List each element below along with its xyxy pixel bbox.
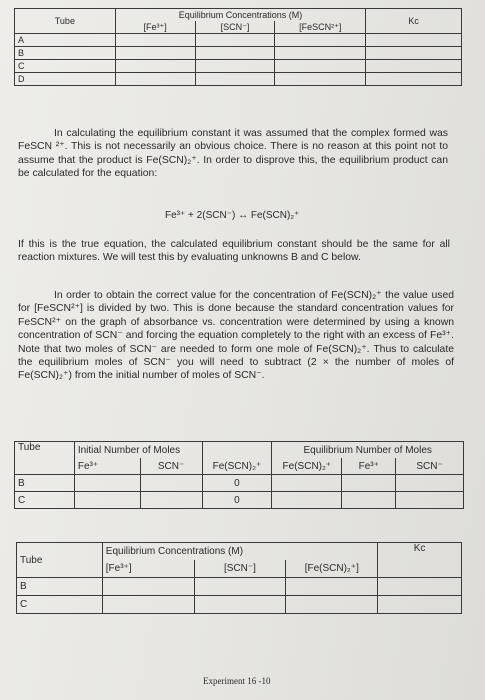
fe-subheader: [Fe³⁺]	[102, 560, 194, 578]
initial-moles-header: Initial Number of Moles	[74, 442, 202, 459]
tube-header: Tube	[15, 442, 75, 475]
paragraph-true-equation: If this is the true equation, the calculated equilibrium constant should be the same for all reaction mixtures. We will test this by evaluating unknowns B and C below.	[18, 239, 450, 264]
eq-scn-subheader: SCN⁻	[396, 458, 464, 475]
page-footer: Experiment 16 -10	[203, 676, 271, 686]
row-label: B	[15, 47, 116, 60]
paragraph-complex-assumption: In calculating the equilibrium constant it was assumed that the complex formed was FeSCN ²⁺. This is not necessarily an obvious choice. There is no reason at this point not to assume that the product is Fe(SCN)₂⁺. In order to disprove this, the equilibrium product can be calculated for the equation:	[18, 128, 448, 180]
init-fescn-subheader: Fe(SCN)₂⁺	[202, 458, 272, 475]
init-fe-subheader: Fe³⁺	[74, 458, 140, 475]
init-fescn-value: 0	[202, 492, 272, 509]
tube-header: Tube	[15, 9, 116, 34]
scn-subheader: [SCN⁻]	[195, 21, 275, 34]
equilibrium-moles-header: Equilibrium Number of Moles	[272, 442, 464, 459]
row-label: B	[17, 578, 103, 596]
equilibrium-concentrations-table-1	[14, 8, 462, 86]
moles-table	[14, 441, 464, 509]
row-label: D	[15, 73, 116, 86]
table-row	[17, 578, 462, 596]
scn-subheader: [SCN⁻]	[194, 560, 286, 578]
kc-header: Kc	[366, 9, 462, 34]
row-label: C	[15, 492, 75, 509]
eq-fescn-subheader: Fe(SCN)₂⁺	[272, 458, 342, 475]
table-row	[17, 596, 462, 614]
init-fescn-value: 0	[202, 475, 272, 492]
tube-header: Tube	[17, 543, 103, 578]
row-label: B	[15, 475, 75, 492]
init-scn-subheader: SCN⁻	[140, 458, 202, 475]
paragraph-correct-value: In order to obtain the correct value for the concentration of Fe(SCN)₂⁺ the value used for [FeSCN²⁺] is divided by two. This is done because the standard concentration values for FeSCN²⁺ on the graph of absorbance vs. concentration were determined by using a known concentration of SCN⁻ and forcing the equation completely to the right with an excess of Fe³⁺. Note that two moles of SCN⁻ are needed to form one mole of Fe(SCN)₂⁺. Thus to calculate the equilibrium moles of SCN⁻ you will need to subtract (2 × the number of moles of Fe(SCN)₂⁺) from the initial number of moles of SCN⁻.	[18, 290, 454, 382]
table-row	[15, 73, 462, 86]
kc-header: Kc	[378, 543, 462, 578]
row-label: C	[17, 596, 103, 614]
fe-subheader: [Fe³⁺]	[115, 21, 195, 34]
eq-conc-header: Equilibrium Concentrations (M)	[115, 9, 365, 22]
eq-fe-subheader: Fe³⁺	[342, 458, 396, 475]
table-row	[15, 492, 464, 509]
table-row	[15, 60, 462, 73]
equation: Fe³⁺ + 2(SCN⁻) ↔ Fe(SCN)₂⁺	[165, 210, 300, 221]
fescn-subheader: [Fe(SCN)₂⁺]	[286, 560, 378, 578]
fescn-subheader: [FeSCN²⁺]	[275, 21, 366, 34]
table-row	[15, 47, 462, 60]
row-label: A	[15, 34, 116, 47]
table-row	[15, 475, 464, 492]
eq-conc-header: Equilibrium Concentrations (M)	[102, 543, 377, 561]
row-label: C	[15, 60, 116, 73]
equilibrium-concentrations-table-2	[16, 542, 462, 614]
table-row	[15, 34, 462, 47]
